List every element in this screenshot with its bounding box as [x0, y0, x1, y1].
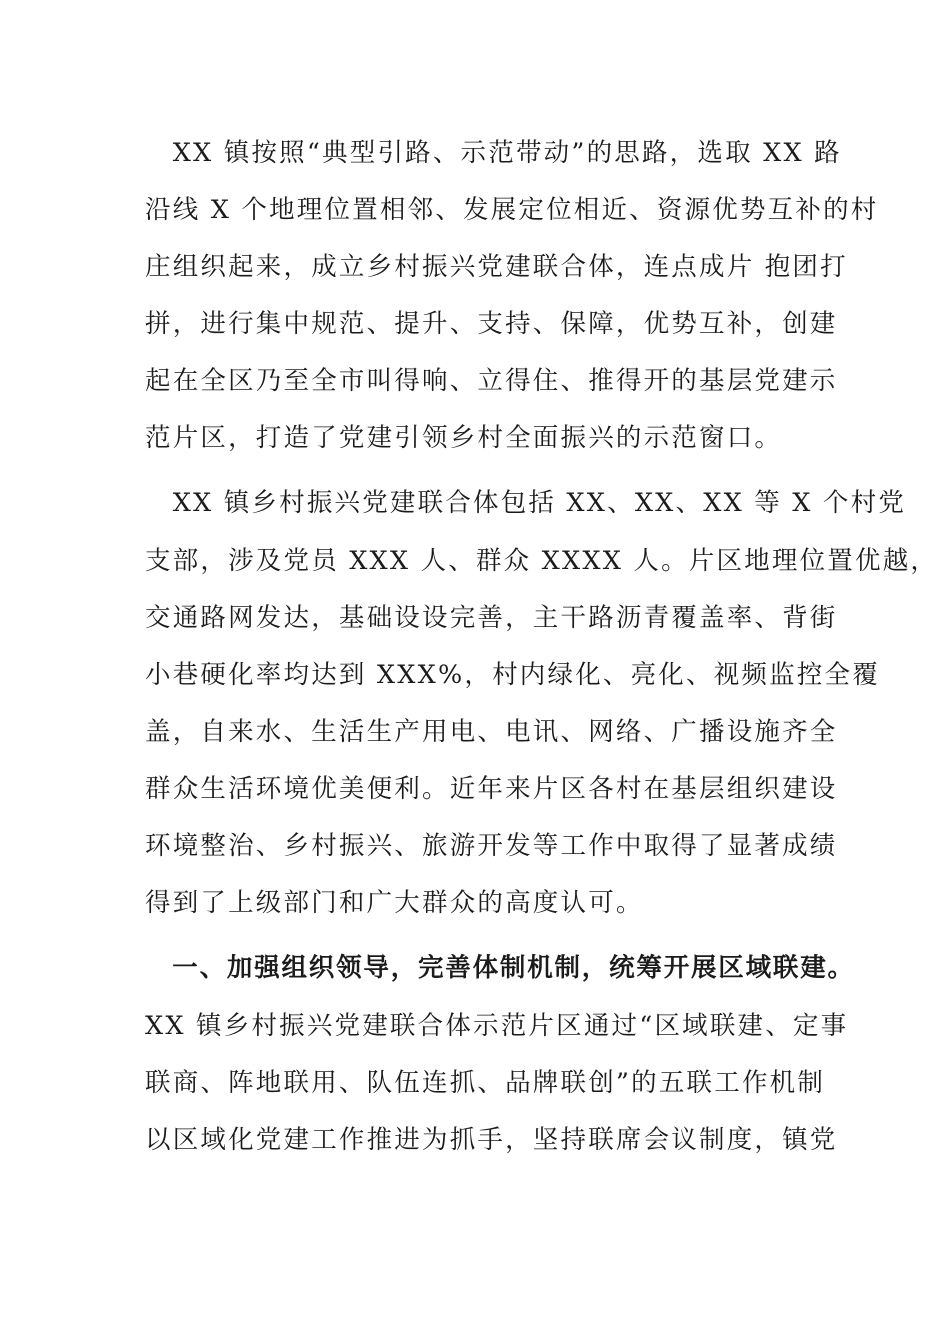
- paragraph-2-line-8: 得到了上级部门和广大群众的高度认可。: [145, 888, 644, 918]
- paragraph-1-line-6: 范片区，打造了党建引领乡村全面振兴的示范窗口。: [145, 423, 783, 453]
- paragraph-2-line-5: 盖，自来水、生活生产用电、电讯、网络、广播设施齐全: [145, 717, 838, 747]
- paragraph-3-line-2: 联商、阵地联用、队伍连抓、品牌联创”的五联工作机制: [145, 1068, 826, 1098]
- paragraph-1-line-3: 庄组织起来，成立乡村振兴党建联合体，连点成片 抱团打: [145, 252, 848, 282]
- paragraph-3-line-3: 以区域化党建工作推进为抓手，坚持联席会议制度，镇党: [145, 1125, 838, 1155]
- paragraph-2-line-4: 小巷硬化率均达到 XXX%，村内绿化、亮化、视频监控全覆: [145, 660, 880, 690]
- paragraph-2-line-3: 交通路网发达，基础设设完善，主干路沥青覆盖率、背街: [145, 603, 838, 633]
- paragraph-2-line-1: XX 镇乡村振兴党建联合体包括 XX、XX、XX 等 X 个村党: [145, 488, 907, 518]
- paragraph-1-line-1: XX 镇按照“典型引路、示范带动”的思路，选取 XX 路: [145, 138, 842, 168]
- paragraph-2-line-2: 支部，涉及党员 XXX 人、群众 XXXX 人。片区地理位置优越，: [145, 546, 939, 576]
- paragraph-1-line-4: 拼，进行集中规范、提升、支持、保障，优势互补，创建: [145, 309, 838, 339]
- paragraph-2-line-7: 环境整治、乡村振兴、旅游开发等工作中取得了显著成绩: [145, 831, 838, 861]
- paragraph-1-line-2: 沿线 X 个地理位置相邻、发展定位相近、资源优势互补的村: [145, 195, 879, 225]
- section-heading-1: 一、加强组织领导，完善体制机制，统筹开展区域联建。: [145, 953, 855, 983]
- paragraph-1-line-5: 起在全区乃至全市叫得响、立得住、推得开的基层党建示: [145, 366, 838, 396]
- paragraph-3-line-1: XX 镇乡村振兴党建联合体示范片区通过“区域联建、定事: [145, 1011, 849, 1041]
- paragraph-2-line-6: 群众生活环境优美便利。近年来片区各村在基层组织建设: [145, 774, 838, 804]
